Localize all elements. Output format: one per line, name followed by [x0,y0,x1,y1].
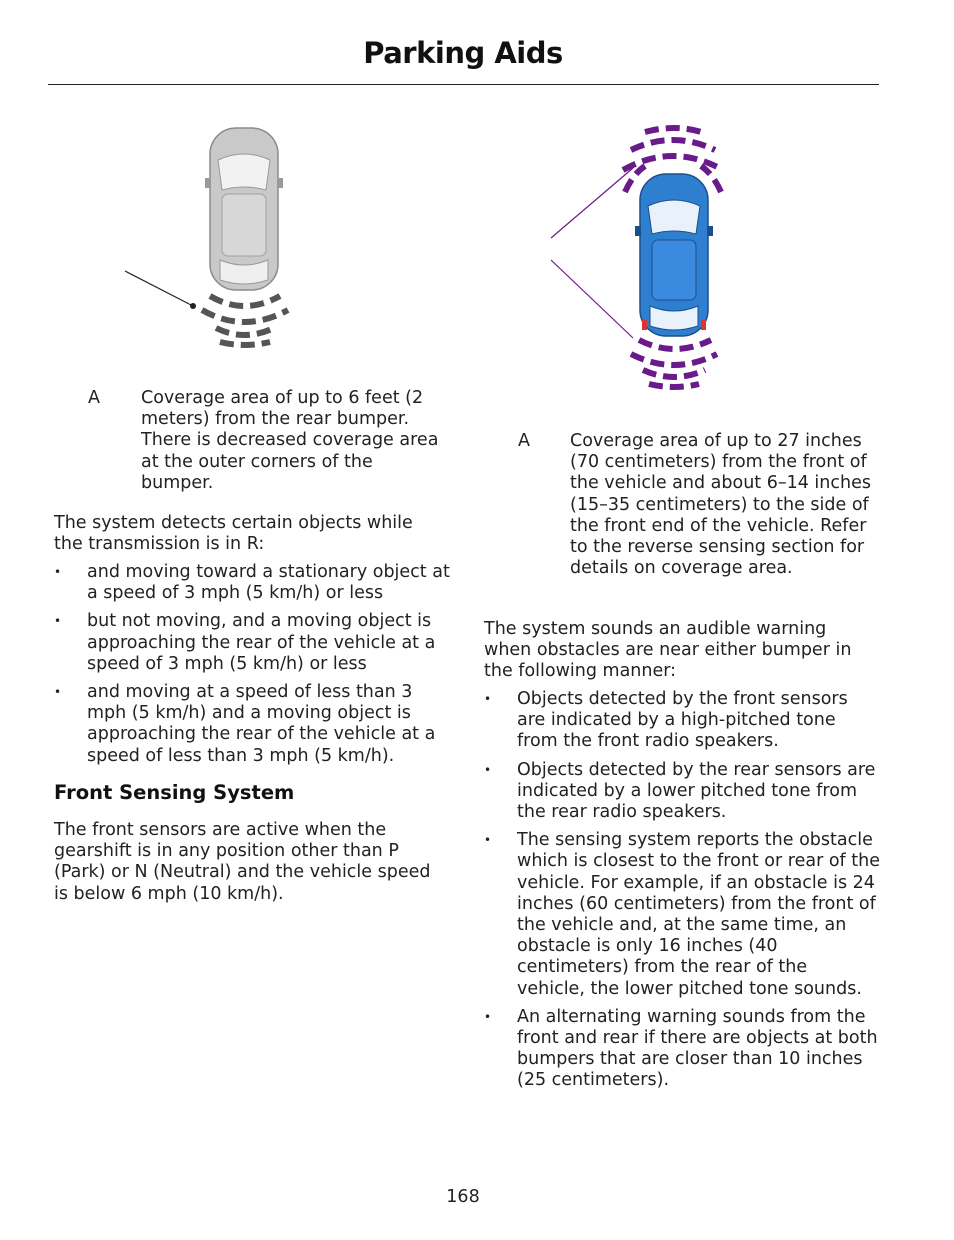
blue-car-icon [635,174,713,336]
bullet-icon: • [54,614,62,629]
rear-coverage-arcs [202,296,288,345]
bullet-icon: • [484,1009,492,1024]
front-sensing-paragraph: The front sensors are active when the gearshift is in any position other than P (Park) or N (Neutral) and the vehicle speed is below 6 mph (10 km/h). [54,820,431,904]
list-item: • but not moving, and a moving object is approaching the rear of the vehicle at a speed of 3 mph (5 km/h) or less [54,611,436,674]
list-item: • and moving toward a stationary object at a speed of 3 mph (5 km/h) or less [54,562,450,604]
page-title: Parking Aids [363,36,563,70]
rear-intro-paragraph: The system detects certain objects while the transmission is in R: [54,513,413,555]
list-item: • The sensing system reports the obstacle which is closest to the front or rear of the vehicle. For example, if an obstacle is 24 inches (60 centimeters) from the front of the vehicle and, at the same time, an obstacle is only 16 inches (40 centimeters) from the rear of the vehicle, the lower pitched tone sounds. [484,830,880,999]
bullet-icon: • [484,833,492,848]
caption-text: Coverage area of up to 6 feet (2 meters) from the rear bumper. There is decreased coverage area at the outer corners of the bumper. [141,388,439,493]
caption-key: A [518,431,530,451]
front-figure-caption [518,431,878,606]
audible-warning-intro: The system sounds an audible warning when obstacles are near either bumper in the following manner: [484,619,852,682]
audible-warning-list [484,689,880,1099]
rear-conditions-list [54,562,450,774]
bullet-icon: • [54,565,62,579]
rear-sensing-diagram [110,120,310,355]
gray-car-icon [205,128,283,290]
header-divider [48,84,879,85]
list-item: • An alternating warning sounds from the front and rear if there are objects at both bumpers that are closer than 10 inches (25 centimeters). [484,1006,878,1091]
bullet-icon: • [484,692,492,706]
list-item: • Objects detected by the front sensors are indicated by a high-pitched tone from the front radio speakers. [484,689,848,752]
list-item: • and moving at a speed of less than 3 mph (5 km/h) and a moving object is approaching the rear of the vehicle at a speed of less than 3 mph (5 km/h). [54,682,436,766]
section-heading: Front Sensing System [54,781,295,804]
page-number: 168 [446,1187,480,1207]
rear-figure-caption [88,388,448,498]
bullet-icon: • [484,762,492,777]
list-item: • Objects detected by the rear sensors are indicated by a lower pitched tone from the rear radio speakers. [484,759,876,823]
front-sensing-diagram [545,122,735,394]
rear-coverage-arcs-purple [631,340,717,387]
bullet-icon: • [54,685,62,700]
caption-key: A [88,388,100,408]
caption-text: Coverage area of up to 27 inches (70 centimeters) from the front of the vehicle and about 6–14 inches (15–35 centimeters) to the side of the front end of the vehicle. Refer to the reverse sensing section for details on coverage area. [570,431,871,579]
